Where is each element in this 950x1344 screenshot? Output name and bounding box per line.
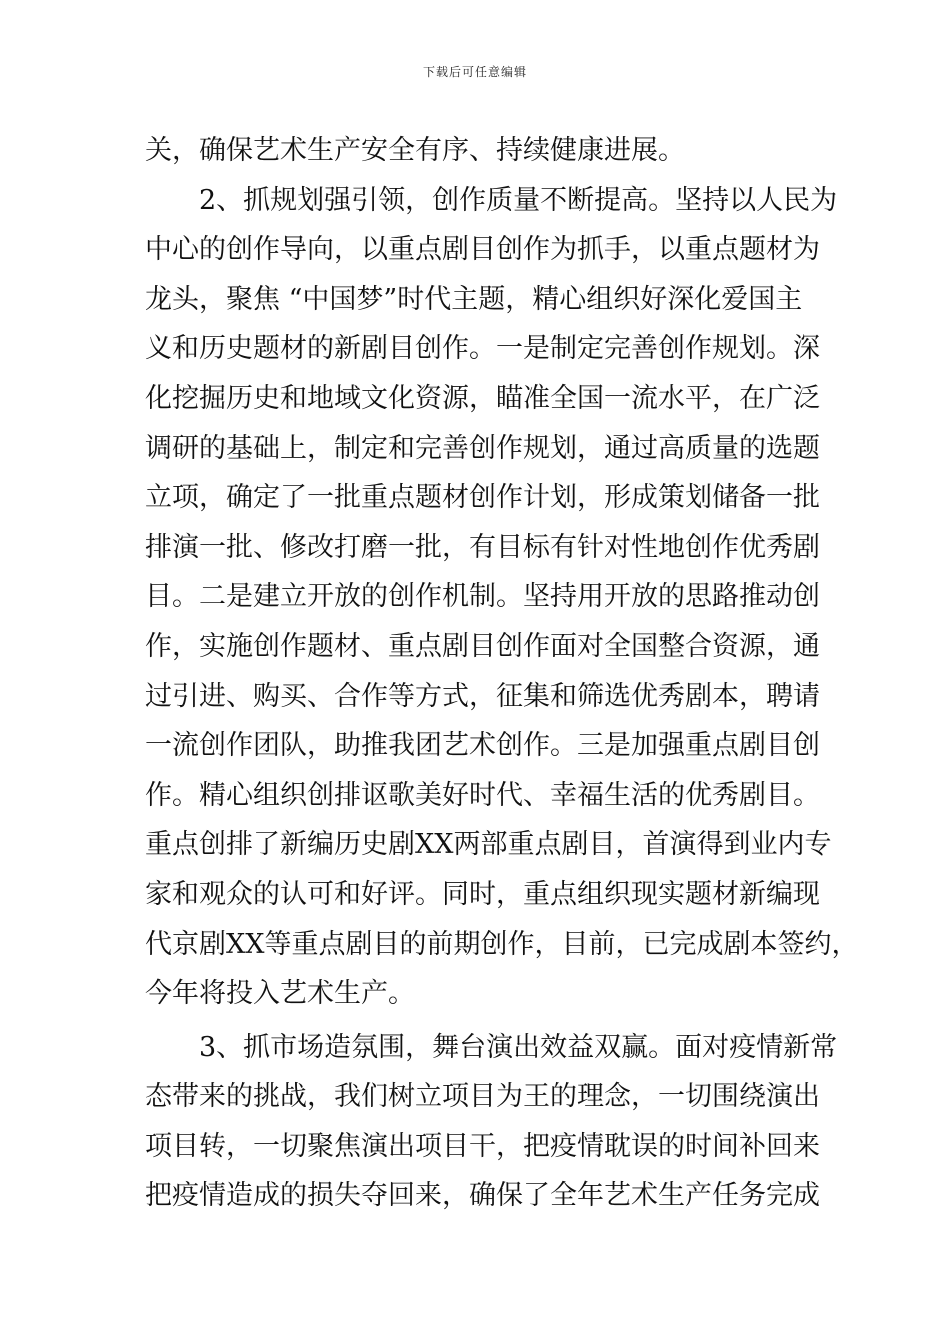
- text-line: 家和观众的认可和好评。同时，重点组织现实题材新编现: [145, 878, 820, 910]
- text-line: 把疫情造成的损失夺回来，确保了全年艺术生产任务完成: [145, 1180, 820, 1212]
- document-body: [145, 126, 859, 1221]
- text-line: 中心的创作导向，以重点剧目创作为抓手，以重点题材为: [145, 234, 820, 266]
- text-line: 今年将投入艺术生产。: [145, 978, 415, 1010]
- text-line: 目。二是建立开放的创作机制。坚持用开放的思路推动创: [145, 581, 820, 613]
- text-line: 重点创排了新编历史剧XX两部重点剧目，首演得到业内专: [145, 829, 832, 861]
- text-line: 代京剧XX等重点剧目的前期创作，目前，已完成剧本签约，: [145, 928, 859, 960]
- text-line: 调研的基础上，制定和完善创作规划，通过高质量的选题: [145, 432, 820, 464]
- text-line: 立项，确定了一批重点题材创作计划，形成策划储备一批: [145, 482, 820, 514]
- text-line: 态带来的挑战，我们树立项目为王的理念，一切围绕演出: [145, 1081, 820, 1113]
- text-line: 化挖掘历史和地域文化资源，瞄准全国一流水平，在广泛: [145, 382, 820, 414]
- text-line: 龙头，聚焦 “中国梦”时代主题，精心组织好深化爱国主: [145, 283, 803, 315]
- page-header: 下载后可任意编辑: [422, 65, 527, 79]
- text-line: 过引进、购买、合作等方式，征集和筛选优秀剧本，聘请: [145, 680, 820, 712]
- text-line: 作，实施创作题材、重点剧目创作面对全国整合资源，通: [145, 630, 820, 662]
- text-line: 作。精心组织创排讴歌美好时代、幸福生活的优秀剧目。: [145, 779, 820, 811]
- paragraph-start-line: 3、抓市场造氛围，舞台演出效益双赢。面对疫情新常: [199, 1031, 838, 1063]
- text-line: 义和历史题材的新剧目创作。一是制定完善创作规划。深: [145, 333, 820, 365]
- text-line: 一流创作团队，助推我团艺术创作。三是加强重点剧目创: [145, 730, 820, 762]
- paragraph-start-line: 2、抓规划强引领，创作质量不断提高。坚持以人民为: [199, 184, 838, 216]
- text-line: 排演一批、修改打磨一批，有目标有针对性地创作优秀剧: [145, 531, 820, 563]
- text-line: 项目转，一切聚焦演出项目干，把疫情耽误的时间补回来: [145, 1130, 820, 1162]
- text-line: 关，确保艺术生产安全有序、持续健康进展。: [145, 135, 685, 166]
